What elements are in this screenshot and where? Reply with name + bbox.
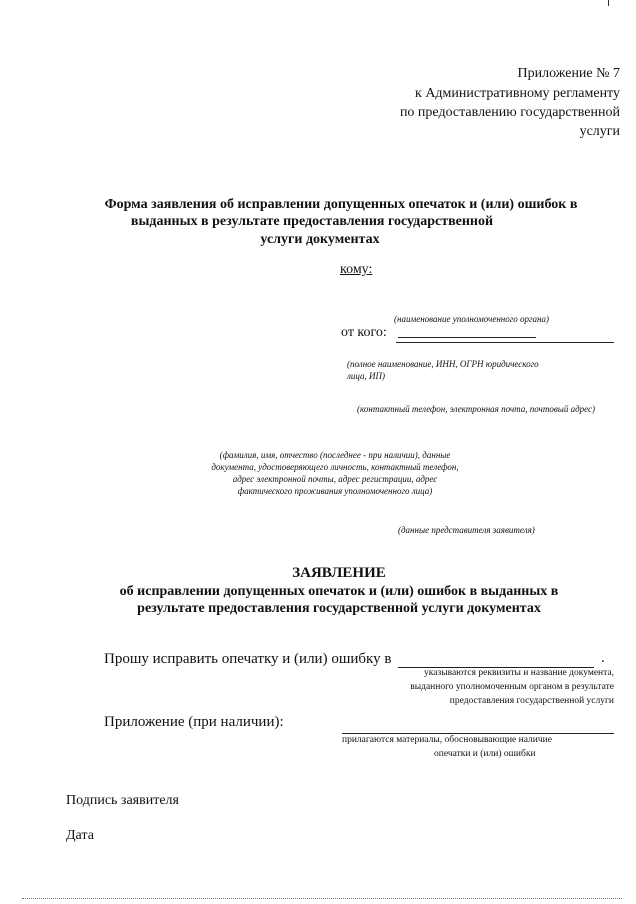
person-hint-line-1: (фамилия, имя, отчество (последнее - при наличии), данные [219,450,451,460]
form-title-line-2: выданных в результате предоставления государственной [130,214,494,229]
form-title-line-1: Форма заявления об исправлении допущенных опечаток и (или) ошибок в [104,197,578,212]
person-hint-line-3: адрес электронной почты, адрес регистрации, адрес [232,474,438,484]
attachment-hint-line-2: опечатки и (или) ошибки [434,749,536,759]
representative-hint: (данные представителя заявителя) [398,525,535,535]
statement-heading: ЗАЯВЛЕНИЕ [292,565,386,581]
date-label: Дата [66,828,94,843]
contacts-hint: (контактный телефон, электронная почта, почтовый адрес) [357,404,596,414]
appendix-line-3: по предоставлению государственной [399,105,620,120]
from-label: от кого: [341,325,387,340]
from-hint-line-1: (полное наименование, ИНН, ОГРН юридического [347,359,539,369]
from-hint-line-2: лица, ИП) [347,371,386,381]
request-period: . [601,650,605,666]
person-hint-line-2: документа, удостоверяющего личность, контактный телефон, [211,462,459,472]
scan-bottom-edge [22,898,622,899]
statement-subtitle-line-2: результате предоставления государственной услуги документах [137,601,541,616]
appendix-line-2: к Административному регламенту [415,86,620,101]
to-label: кому: [340,262,373,277]
attachment-field[interactable] [342,733,614,734]
from-field-line[interactable] [396,342,614,343]
from-field-line-inner [398,337,536,338]
request-hint-line-1: указываются реквизиты и название документа, [424,668,614,678]
request-hint-line-2: выданного уполномоченным органом в результате [410,682,614,692]
request-text: Прошу исправить опечатку и (или) ошибку в [104,651,392,667]
appendix-line-1: Приложение № 7 [517,66,620,81]
attachment-label: Приложение (при наличии): [104,714,284,730]
form-title-line-3: услуги документах [260,232,380,247]
signature-label: Подпись заявителя [66,793,179,808]
appendix-line-4: услуги [579,124,620,139]
to-hint: (наименование уполномоченного органа) [394,314,549,324]
person-hint-line-4: фактического проживания уполномоченного лица) [237,486,433,496]
request-hint-line-3: предоставления государственной услуги [449,696,614,706]
statement-subtitle-line-1: об исправлении допущенных опечаток и (или) ошибок в выданных в [119,584,559,599]
attachment-hint-line-1: прилагаются материалы, обосновывающие наличие [342,735,552,745]
scan-mark [608,0,609,6]
